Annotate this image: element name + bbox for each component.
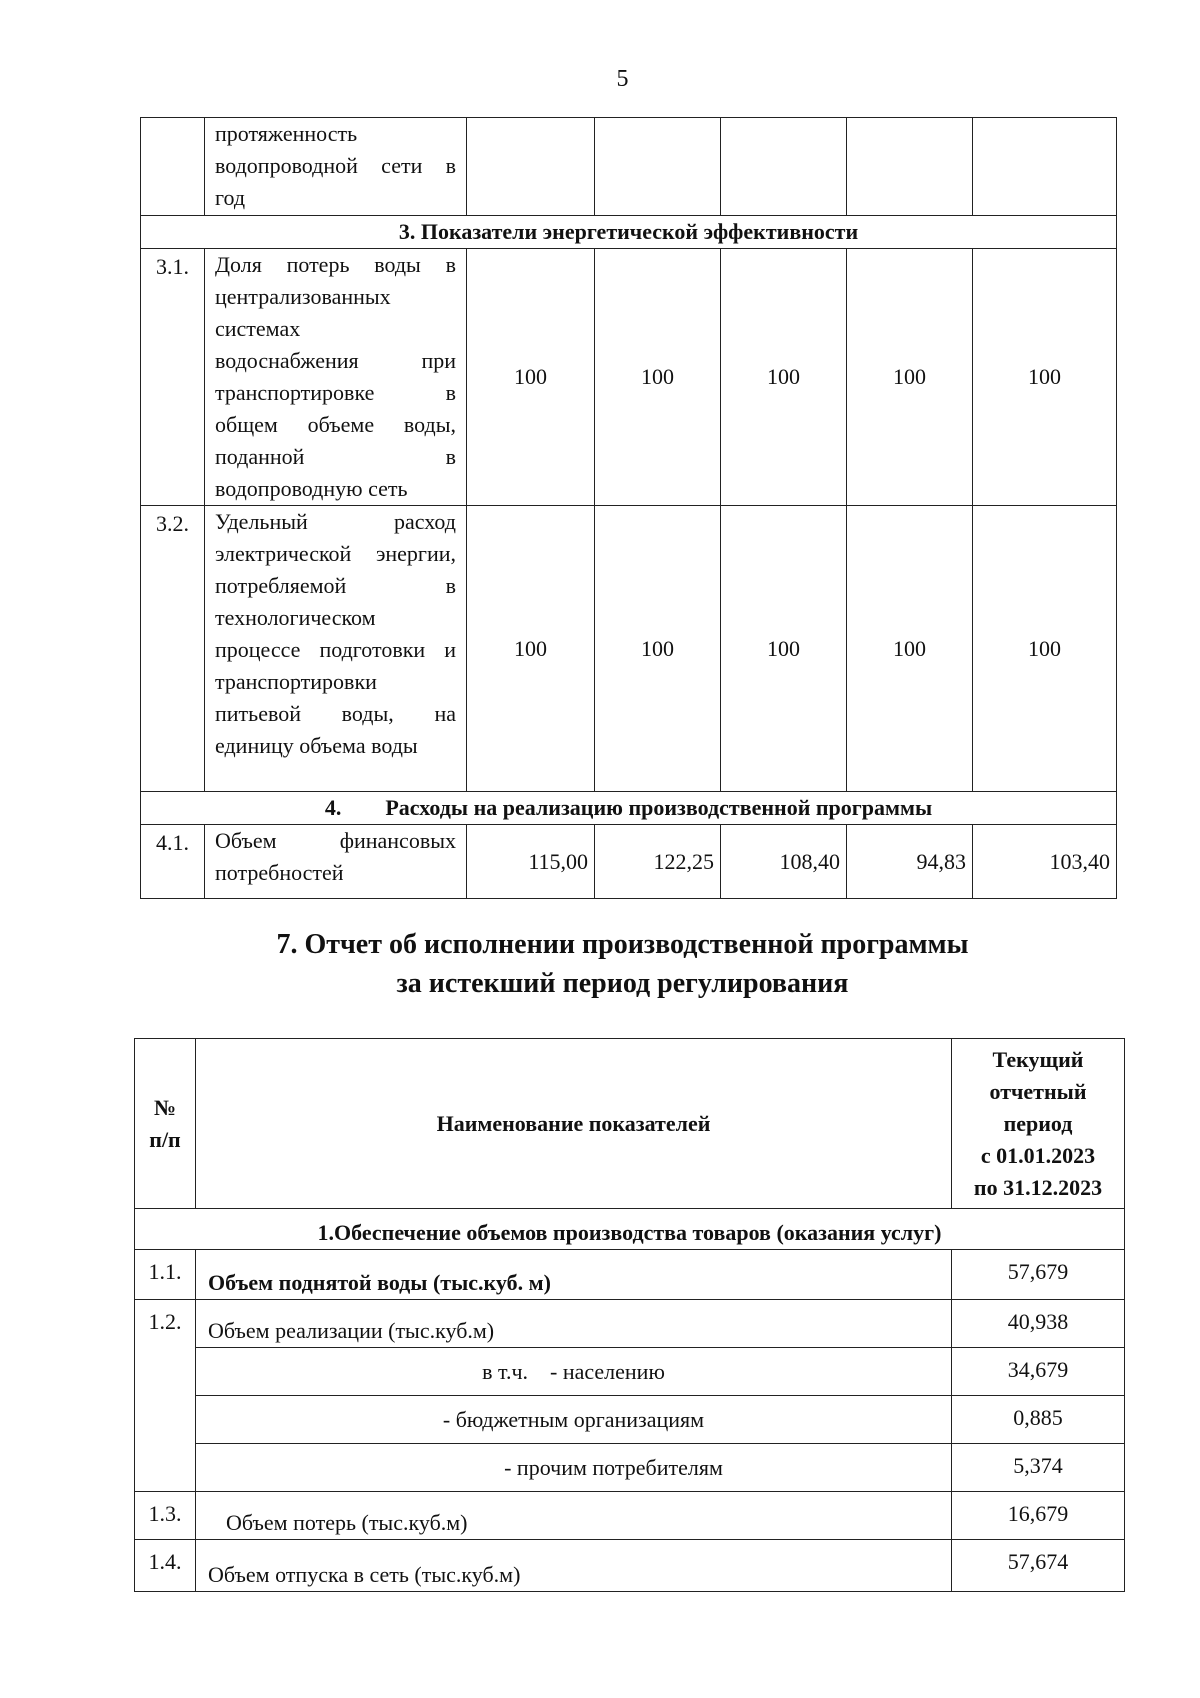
page-number: 5 — [616, 66, 629, 92]
indicator-line: электрической энергии, — [215, 541, 456, 566]
value-cell: 103,40 — [973, 825, 1117, 899]
value-cell: 5,374 — [952, 1444, 1125, 1492]
indicator-line: водоснабжения при — [215, 348, 456, 373]
indicator-line: потребностей — [215, 860, 344, 885]
header-name: Наименование показателей — [196, 1039, 952, 1209]
value-cell: 100 — [973, 249, 1117, 506]
header-period-line: отчетный — [989, 1078, 1087, 1104]
value-cell: 57,679 — [952, 1250, 1125, 1300]
report-table — [134, 1038, 1125, 1592]
value-cell: 100 — [973, 506, 1117, 792]
header-period-line: Текущий — [992, 1046, 1084, 1072]
row-number — [141, 118, 205, 216]
indicator-name — [205, 825, 467, 899]
table-row — [135, 1348, 1125, 1396]
indicator-line: питьевой воды, на — [215, 701, 456, 726]
indicator-line: водопроводную сеть — [215, 476, 408, 501]
indicator-line: системах — [215, 316, 301, 341]
indicator-name — [205, 118, 467, 216]
section-subheading: за истекший период регулирования — [396, 968, 849, 999]
table-cell — [847, 118, 973, 216]
table-cell — [721, 118, 847, 216]
production-program-table — [140, 117, 1117, 899]
table-cell — [595, 118, 721, 216]
value-cell: 16,679 — [952, 1492, 1125, 1540]
section-heading: 7. Отчет об исполнении производственной программы — [276, 929, 969, 960]
value-cell: 57,674 — [952, 1540, 1125, 1592]
indicator-line: транспортировки — [215, 669, 377, 694]
indicator-name: Объем отпуска в сеть (тыс.куб.м) — [196, 1540, 952, 1592]
value-cell: 100 — [467, 506, 595, 792]
indicator-name: Объем потерь (тыс.куб.м) — [196, 1492, 952, 1540]
indicator-name: Объем поднятой воды (тыс.куб. м) — [196, 1250, 952, 1300]
indicator-line: протяженность — [215, 121, 358, 146]
indicator-line: Доля потерь воды в — [215, 252, 456, 277]
value-cell: 100 — [595, 249, 721, 506]
header-period-line: по 31.12.2023 — [973, 1174, 1103, 1200]
value-cell: 100 — [467, 249, 595, 506]
indicator-line: процессе подготовки и — [215, 637, 456, 662]
value-cell: 122,25 — [595, 825, 721, 899]
indicator-line: Объем финансовых — [215, 828, 456, 853]
table-row — [135, 1396, 1125, 1444]
table-row — [141, 506, 1117, 792]
indicator-subitem: - прочим потребителям — [196, 1444, 952, 1492]
indicator-subitem: в т.ч. - населению — [196, 1348, 952, 1396]
indicator-subitem: - бюджетным организациям — [196, 1396, 952, 1444]
indicator-line: год — [215, 185, 246, 210]
value-cell: 100 — [721, 506, 847, 792]
value-cell: 108,40 — [721, 825, 847, 899]
indicator-name: Объем реализации (тыс.куб.м) — [196, 1300, 952, 1348]
section-title: 3. Показатели энергетической эффективности — [141, 216, 1117, 249]
row-number: 1.2. — [135, 1300, 196, 1492]
value-cell: 100 — [595, 506, 721, 792]
value-cell: 100 — [721, 249, 847, 506]
indicator-name — [205, 506, 467, 792]
table-row — [135, 1444, 1125, 1492]
indicator-line: водопроводной сети в — [215, 153, 456, 178]
table-row — [141, 249, 1117, 506]
indicator-line: общем объеме воды, — [215, 412, 456, 437]
table-cell — [973, 118, 1117, 216]
table-row — [135, 1300, 1125, 1348]
header-number-symbol: № — [153, 1094, 177, 1120]
value-cell: 100 — [847, 249, 973, 506]
value-cell: 94,83 — [847, 825, 973, 899]
value-cell: 0,885 — [952, 1396, 1125, 1444]
row-number: 1.3. — [135, 1492, 196, 1540]
header-number-label: п/п — [149, 1126, 181, 1152]
value-cell: 100 — [847, 506, 973, 792]
indicator-name — [205, 249, 467, 506]
section-row — [141, 216, 1117, 249]
row-number: 1.1. — [135, 1250, 196, 1300]
table-row — [141, 825, 1117, 899]
indicator-line: поданной в — [215, 444, 456, 469]
table-cell — [467, 118, 595, 216]
value-cell: 40,938 — [952, 1300, 1125, 1348]
header-number — [135, 1039, 196, 1209]
table-row — [135, 1250, 1125, 1300]
row-number: 3.1. — [141, 249, 205, 506]
section-title: 1.Обеспечение объемов производства товаров (оказания услуг) — [135, 1209, 1125, 1250]
table-row — [135, 1540, 1125, 1592]
table-row — [141, 118, 1117, 216]
indicator-line: единицу объема воды — [215, 733, 418, 758]
indicator-line: Удельный расход — [215, 509, 456, 534]
indicator-line: транспортировке в — [215, 380, 456, 405]
header-row — [135, 1039, 1125, 1209]
section-row — [135, 1209, 1125, 1250]
row-number: 3.2. — [141, 506, 205, 792]
table-row — [135, 1492, 1125, 1540]
row-number: 1.4. — [135, 1540, 196, 1592]
header-period — [952, 1039, 1125, 1209]
header-period-line: с 01.01.2023 — [980, 1142, 1096, 1168]
indicator-line: централизованных — [215, 284, 391, 309]
value-cell: 115,00 — [467, 825, 595, 899]
section-row — [141, 792, 1117, 825]
header-period-line: период — [1003, 1110, 1073, 1136]
section-title: 4. Расходы на реализацию производственной программы — [141, 792, 1117, 825]
indicator-line: технологическом — [215, 605, 376, 630]
indicator-line: потребляемой в — [215, 573, 456, 598]
row-number: 4.1. — [141, 825, 205, 899]
value-cell: 34,679 — [952, 1348, 1125, 1396]
